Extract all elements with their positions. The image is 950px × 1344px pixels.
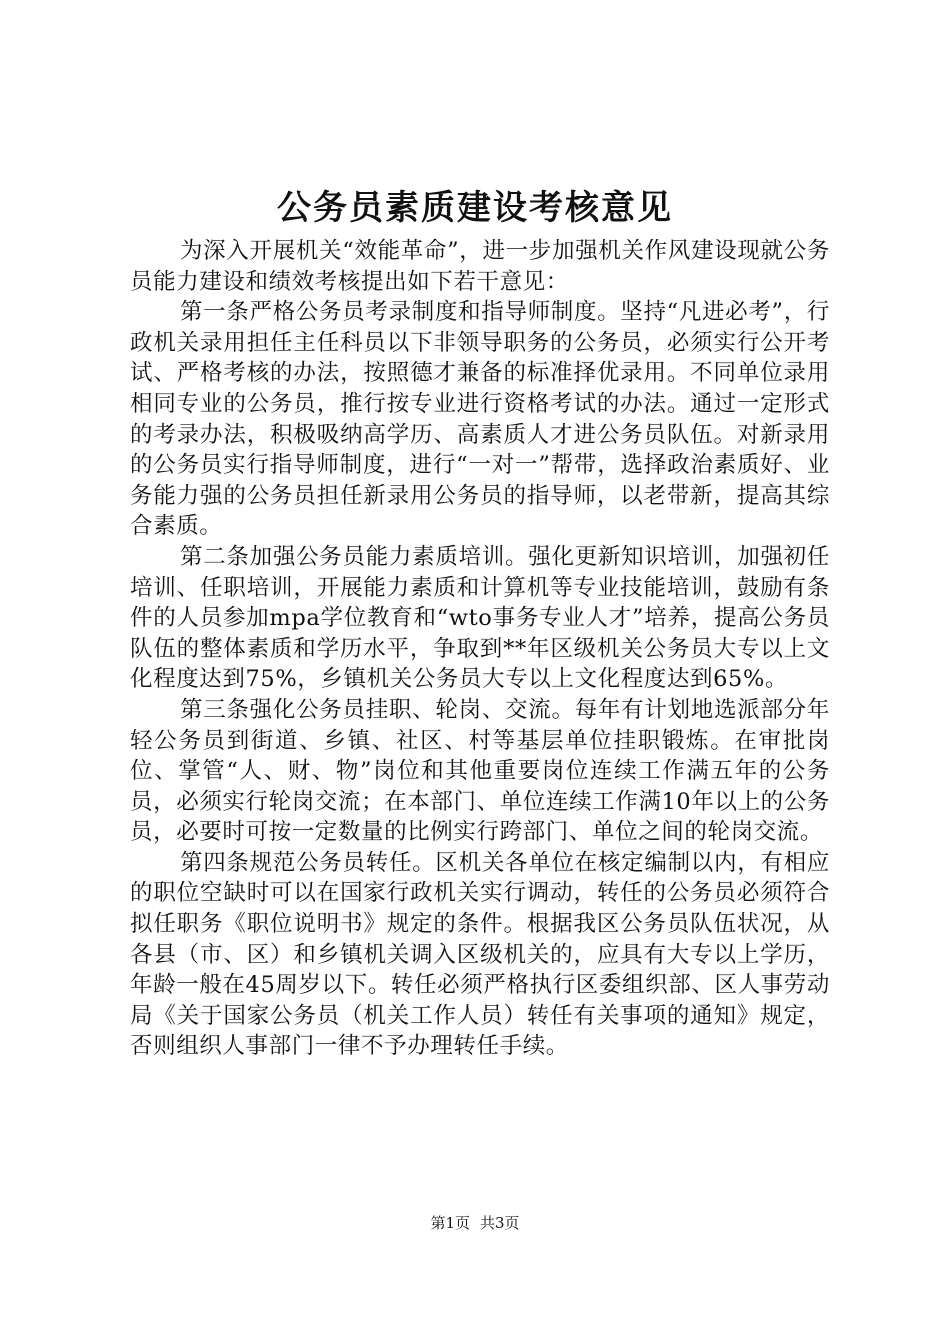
article-1-paragraph: 第一条严格公务员考录制度和指导师制度。坚持“凡进必考”，行政机关录用担任主任科员以下非领导职务的公务员，必须实行公开考试、严格考核的办法，按照德才兼备的标准择优录用。不同单位录用相同专业的公务员，推行按专业进行资格考试的办法。通过一定形式的考录办法，积极吸纳高学历、高素质人才进公务员队伍。对新录用的公务员实行指导师制度，进行“一对一”帮带，选择政治素质好、业务能力强的公务员担任新录用公务员的指导师，以老带新，提高其综合素质。	[130, 299, 830, 540]
article-3-paragraph: 第三条强化公务员挂职、轮岗、交流。每年有计划地选派部分年轻公务员到街道、乡镇、社区、村等基层单位挂职锻炼。在审批岗位、掌管“人、财、物”岗位和其他重要岗位连续工作满五年的公务员，必须实行轮岗交流；在本部门、单位连续工作满10年以上的公务员，必要时可按一定数量的比例实行跨部门、单位之间的轮岗交流。	[130, 696, 830, 846]
page-total: 共3页	[480, 1214, 520, 1232]
intro-paragraph: 为深入开展机关“效能革命”，进一步加强机关作风建设现就公务员能力建设和绩效考核提出如下若干意见：	[130, 238, 830, 295]
article-2-paragraph: 第二条加强公务员能力素质培训。强化更新知识培训，加强初任培训、任职培训，开展能力素质和计算机等专业技能培训，鼓励有条件的人员参加mpa学位教育和“wto事务专业人才”培养，提高公务员队伍的整体素质和学历水平，争取到**年区级机关公务员大专以上文化程度达到75%，乡镇机关公务员大专以上文化程度达到65%。	[130, 543, 830, 693]
page-footer	[0, 1212, 950, 1234]
document-title: 公务员素质建设考核意见	[277, 188, 673, 228]
page-number: 第1页	[430, 1214, 470, 1232]
document-body	[130, 236, 830, 1062]
article-4-paragraph: 第四条规范公务员转任。区机关各单位在核定编制以内，有相应的职位空缺时可以在国家行政机关实行调动，转任的公务员必须符合拟任职务《职位说明书》规定的条件。根据我区公务员队伍状况，从各县（市、区）和乡镇机关调入区级机关的，应具有大专以上学历，年龄一般在45周岁以下。转任必须严格执行区委组织部、区人事劳动局《关于国家公务员（机关工作人员）转任有关事项的通知》规定，否则组织人事部门一律不予办理转任手续。	[130, 849, 830, 1060]
